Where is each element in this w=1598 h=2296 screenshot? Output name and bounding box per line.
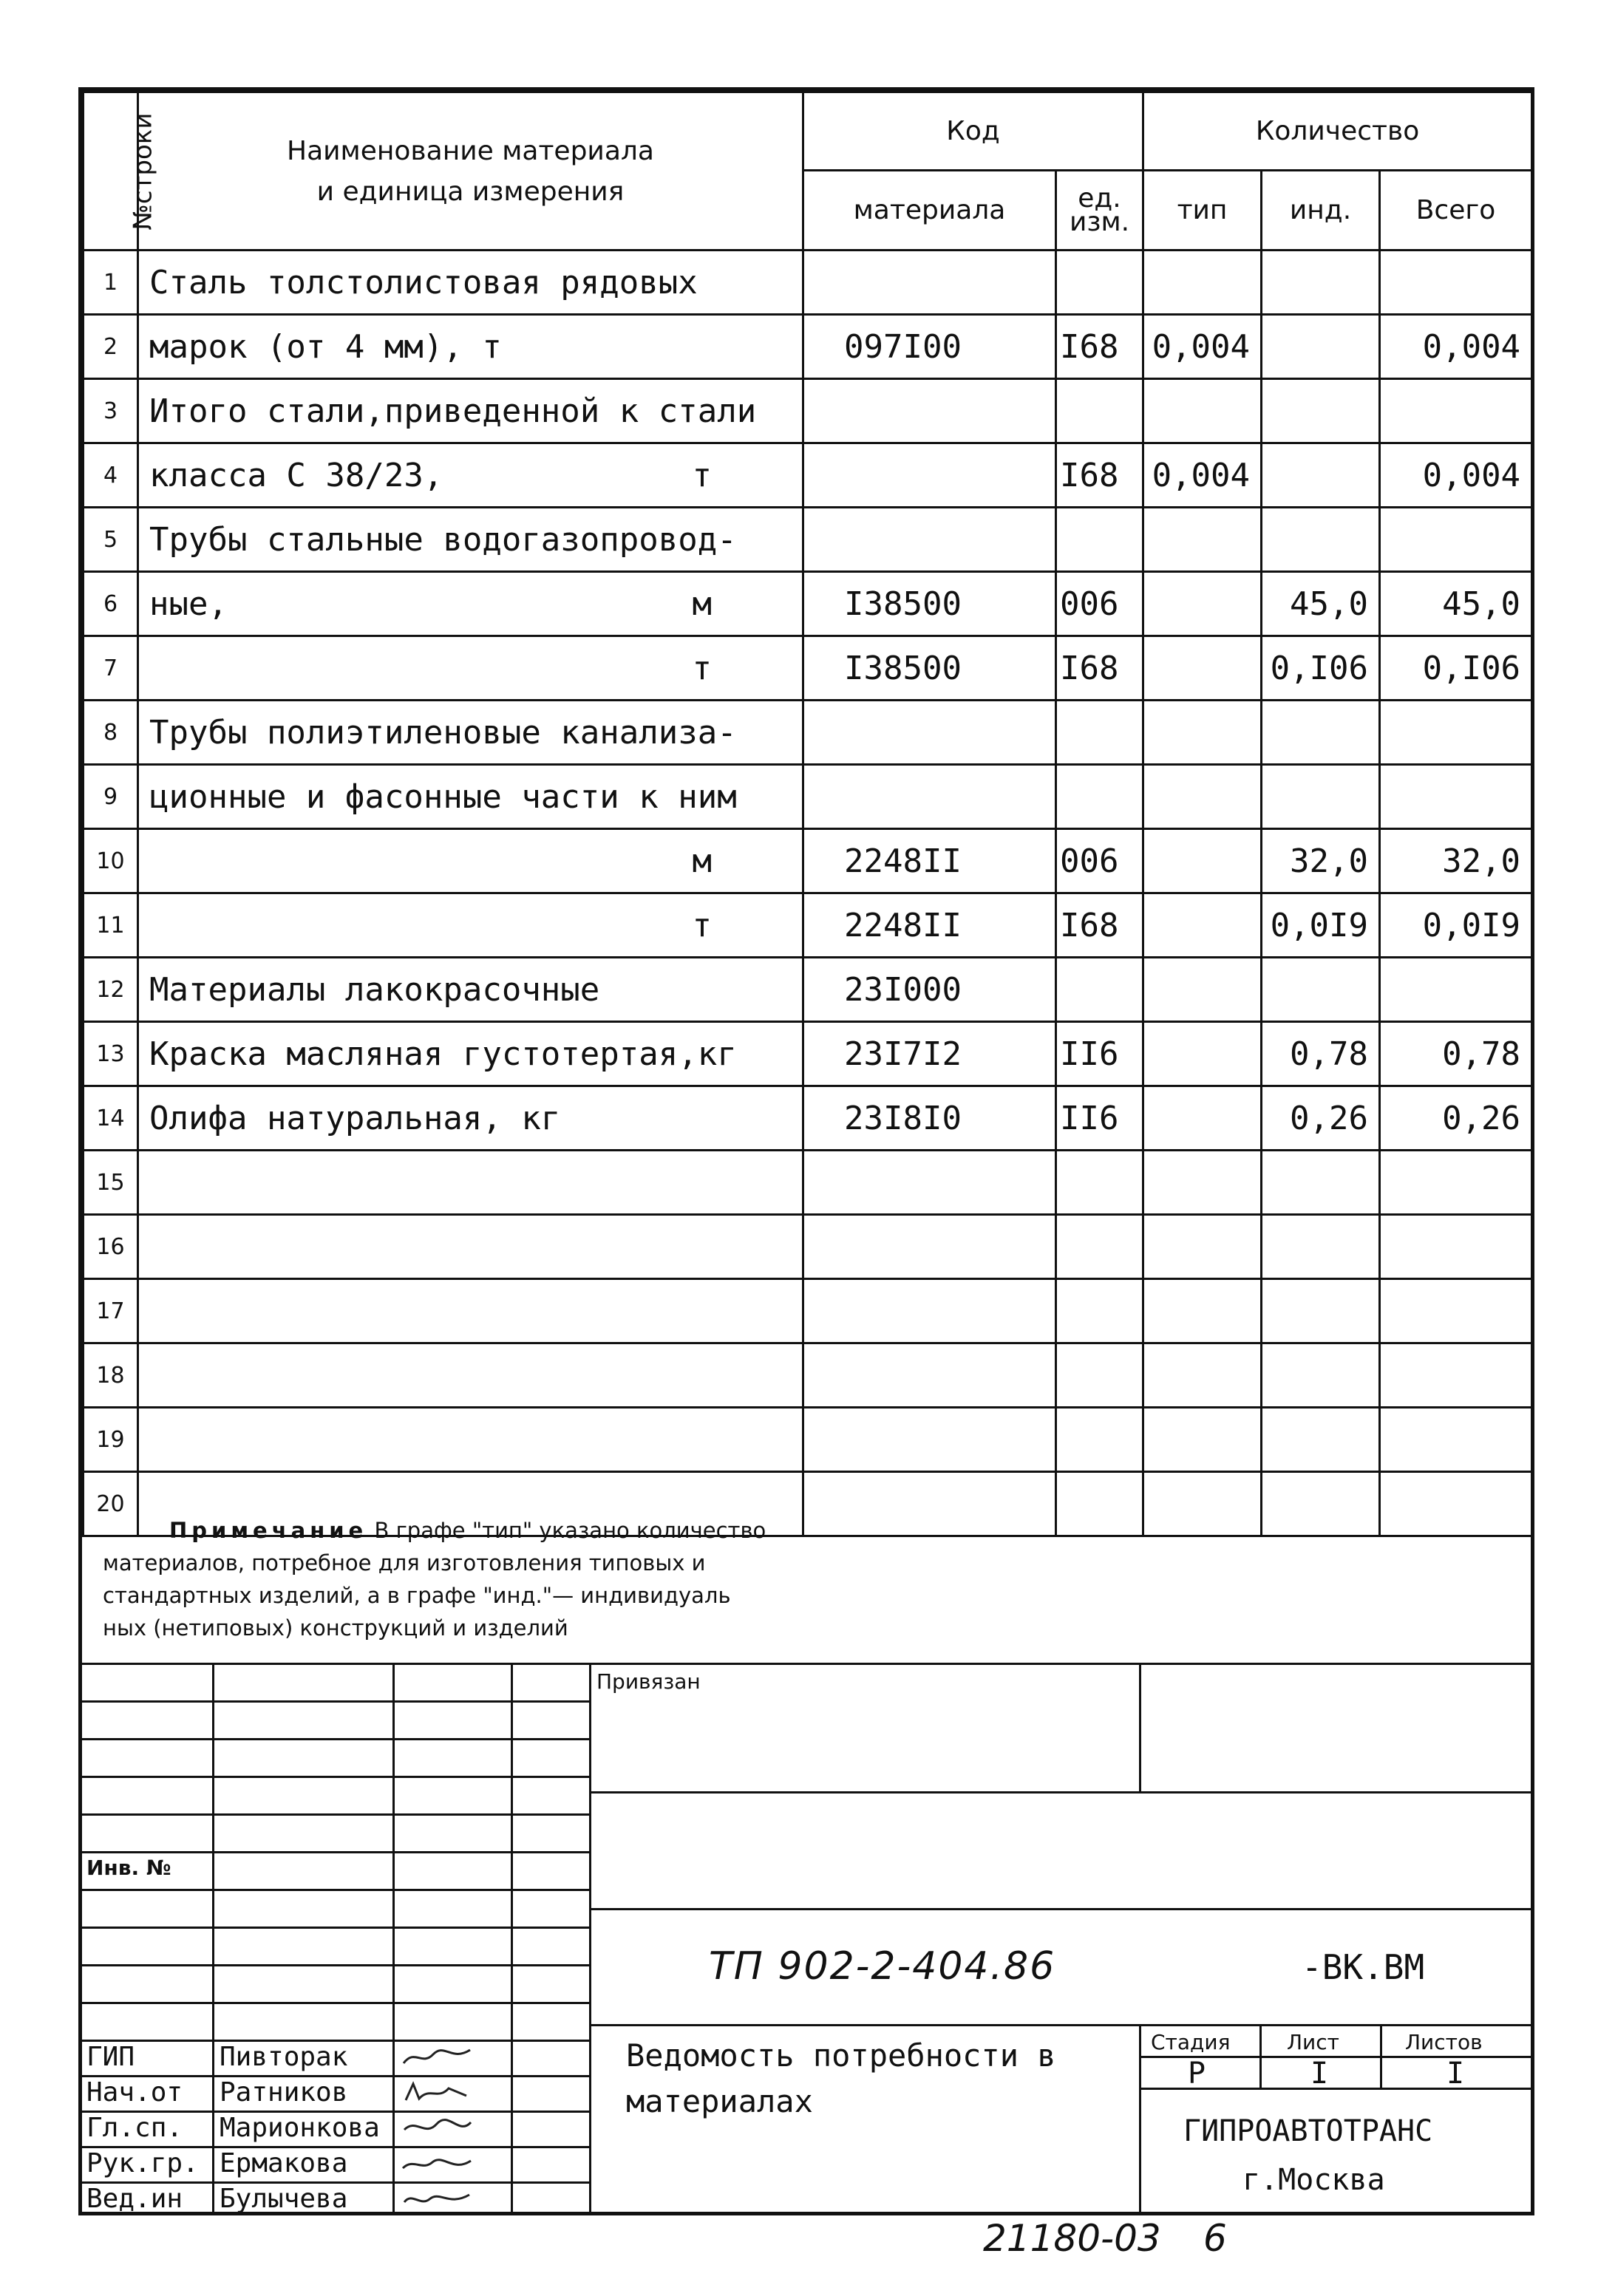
qty-type (1143, 1472, 1262, 1536)
grid-line (82, 1964, 589, 1966)
material-name-text: Материалы лакокрасочные (149, 970, 600, 1009)
qty-ind: 0,I06 (1262, 636, 1380, 701)
unit-label: т (692, 456, 712, 494)
unit-code (1056, 379, 1143, 443)
note-line-4: ных (нетиповых) конструкций и изделий (103, 1615, 568, 1641)
qty-total (1380, 251, 1532, 315)
row-number: 2 (84, 315, 138, 379)
qty-type (1143, 1215, 1262, 1279)
material-name-text: Сталь толстолистовая рядовых (149, 263, 698, 302)
row-number: 18 (84, 1343, 138, 1408)
document-title-line1: Ведомость потребности в (626, 2037, 1056, 2074)
material-code: 23I000 (803, 958, 1056, 1022)
stamp-divider (589, 1663, 591, 2215)
material-code (803, 1151, 1056, 1215)
material-name-text: класса С 38/23, (149, 456, 443, 494)
table-row (84, 701, 1532, 765)
qty-total (1380, 379, 1532, 443)
row-number: 10 (84, 829, 138, 893)
qty-ind (1262, 1279, 1380, 1343)
row-number: 5 (84, 508, 138, 572)
qty-total (1380, 701, 1532, 765)
grid-line (82, 1738, 589, 1740)
row-number: 4 (84, 443, 138, 508)
material-name (138, 251, 803, 315)
name-lead-engineer: Булычева (220, 2184, 348, 2214)
material-code: 2248II (803, 893, 1056, 958)
grid-line (82, 1776, 589, 1778)
stamp-divider (1380, 2024, 1382, 2088)
material-name-header-line2: и единица измерения (316, 176, 625, 207)
unit-label: м (692, 585, 712, 623)
material-name-text: Итого стали,приведенной к стали (149, 392, 757, 430)
qty-type (1143, 379, 1262, 443)
sheet-value: I (1310, 2057, 1329, 2091)
unit-label: м (692, 842, 712, 880)
row-number-header (84, 92, 158, 251)
note-line-3: стандартных изделий, а в графе "инд."— индивидуаль (103, 1583, 731, 1608)
table-row (84, 508, 1532, 572)
table-row (84, 1343, 1532, 1408)
row-number: 15 (84, 1151, 138, 1215)
name-group-lead: Ермакова (220, 2148, 348, 2179)
privyazan-label: Привязан (596, 1669, 701, 1694)
note-line-2: материалов, потребное для изготовления типовых и (103, 1550, 706, 1575)
document-title-line2: материалах (626, 2083, 813, 2119)
material-code: 23I8I0 (803, 1086, 1056, 1151)
material-code (803, 251, 1056, 315)
material-code (803, 701, 1056, 765)
material-code-header: материала (803, 171, 1056, 251)
qty-total (1380, 508, 1532, 572)
table-row (84, 379, 1532, 443)
name-head-department: Ратников (220, 2077, 348, 2108)
unit-code (1056, 251, 1143, 315)
material-name-header-line1: Наименование материала (287, 135, 654, 166)
stamp-divider (1139, 1663, 1141, 1791)
table-row (84, 1215, 1532, 1279)
material-code: I38500 (803, 572, 1056, 636)
material-name-text: Трубы полиэтиленовые канализа- (149, 713, 737, 752)
material-code: I38500 (803, 636, 1056, 701)
stamp-line (589, 1791, 1531, 1793)
qty-ind: 0,26 (1262, 1086, 1380, 1151)
stamp-line (589, 2024, 1531, 2026)
signature-chief-specialist (400, 2115, 474, 2140)
qty-ind: 0,0I9 (1262, 893, 1380, 958)
unit-code: 006 (1056, 829, 1143, 893)
row-number: 3 (84, 379, 138, 443)
qty-type (1143, 958, 1262, 1022)
document-sheet (78, 87, 1534, 2215)
note-line-1: В графе "тип" указано количество (374, 1518, 766, 1543)
archive-number: 21180-03 (983, 2217, 1161, 2260)
material-name-text: Краска масляная густотертая,кг (149, 1035, 737, 1073)
qty-total (1380, 1215, 1532, 1279)
qty-type (1143, 893, 1262, 958)
qty-ind (1262, 1215, 1380, 1279)
unit-code (1056, 508, 1143, 572)
unit-code: II6 (1056, 1022, 1143, 1086)
qty-total: 0,004 (1380, 443, 1532, 508)
material-name-text: марок (от 4 мм), т (149, 327, 502, 366)
grid-line (212, 1663, 214, 2215)
table-row (84, 443, 1532, 508)
role-chief-specialist: Гл.сп. (86, 2113, 183, 2143)
qty-total: 0,004 (1380, 315, 1532, 379)
qty-total (1380, 1151, 1532, 1215)
row-number: 13 (84, 1022, 138, 1086)
qty-type (1143, 572, 1262, 636)
sheets-label: Листов (1405, 2030, 1483, 2054)
unit-code: I68 (1056, 315, 1143, 379)
material-code (803, 508, 1056, 572)
material-name (138, 1408, 803, 1472)
row-number-header-label: №строки (128, 112, 158, 231)
material-code: 097I00 (803, 315, 1056, 379)
grid-line (82, 1927, 589, 1929)
quantity-group-header: Количество (1143, 92, 1532, 171)
qty-ind (1262, 251, 1380, 315)
qty-type (1143, 1022, 1262, 1086)
grid-line (82, 1889, 589, 1891)
row-number: 16 (84, 1215, 138, 1279)
qty-type: 0,004 (1143, 315, 1262, 379)
material-name (138, 1215, 803, 1279)
qty-total: 0,78 (1380, 1022, 1532, 1086)
qty-total: 45,0 (1380, 572, 1532, 636)
material-code: 2248II (803, 829, 1056, 893)
grid-line (82, 1851, 589, 1853)
qty-ind (1262, 701, 1380, 765)
unit-code: I68 (1056, 443, 1143, 508)
qty-total: 32,0 (1380, 829, 1532, 893)
table-row (84, 251, 1532, 315)
row-number: 1 (84, 251, 138, 315)
grid-line (82, 2002, 589, 2004)
table-row (84, 893, 1532, 958)
table-row (84, 1279, 1532, 1343)
sheet-label: Лист (1287, 2030, 1339, 2054)
material-code (803, 1279, 1056, 1343)
qty-type (1143, 636, 1262, 701)
inventory-number-label: Инв. № (86, 1856, 171, 1880)
unit-code: 006 (1056, 572, 1143, 636)
qty-type (1143, 765, 1262, 829)
qty-type (1143, 829, 1262, 893)
grid-line (511, 1663, 513, 2215)
qty-ind (1262, 508, 1380, 572)
qty-ind (1262, 379, 1380, 443)
material-name (138, 572, 803, 636)
qty-type (1143, 251, 1262, 315)
material-name (138, 1343, 803, 1408)
unit-code (1056, 1279, 1143, 1343)
qty-type (1143, 1408, 1262, 1472)
organization-city: г.Москва (1242, 2163, 1385, 2197)
row-number: 19 (84, 1408, 138, 1472)
sheets-value: I (1446, 2057, 1465, 2091)
material-code: 23I7I2 (803, 1022, 1056, 1086)
qty-ind (1262, 765, 1380, 829)
signature-head-department (400, 2079, 474, 2105)
table-row (84, 1086, 1532, 1151)
signature-group-lead (400, 2150, 474, 2176)
material-name (138, 829, 803, 893)
qty-total (1380, 1408, 1532, 1472)
material-code (803, 1215, 1056, 1279)
qty-type-header: тип (1143, 171, 1262, 251)
qty-ind: 32,0 (1262, 829, 1380, 893)
unit-code: I68 (1056, 636, 1143, 701)
name-chief-specialist: Марионкова (220, 2113, 380, 2143)
material-name (138, 379, 803, 443)
note-title: Примечание (169, 1518, 368, 1543)
material-name (138, 1279, 803, 1343)
material-code (803, 379, 1056, 443)
qty-total (1380, 1279, 1532, 1343)
stamp-divider (1259, 2024, 1262, 2088)
material-code (803, 765, 1056, 829)
qty-type: 0,004 (1143, 443, 1262, 508)
qty-type (1143, 1151, 1262, 1215)
unit-code (1056, 1215, 1143, 1279)
material-name-header (138, 92, 803, 251)
qty-total (1380, 1343, 1532, 1408)
unit-code (1056, 765, 1143, 829)
qty-total (1380, 765, 1532, 829)
qty-type (1143, 508, 1262, 572)
row-number: 7 (84, 636, 138, 701)
note-block (103, 1514, 1034, 1644)
material-name-text: ные, (149, 585, 228, 623)
qty-type (1143, 1279, 1262, 1343)
qty-ind (1262, 443, 1380, 508)
material-name (138, 636, 803, 701)
page-number: 6 (1203, 2217, 1227, 2260)
document-code: ТП 902-2-404.86 (709, 1944, 1056, 1989)
unit-code (1056, 701, 1143, 765)
table-row (84, 1408, 1532, 1472)
unit-code (1056, 958, 1143, 1022)
unit-code: I68 (1056, 893, 1143, 958)
unit-code: II6 (1056, 1086, 1143, 1151)
qty-total: 0,26 (1380, 1086, 1532, 1151)
qty-ind (1262, 958, 1380, 1022)
qty-total-header: Всего (1380, 171, 1532, 251)
material-name (138, 958, 803, 1022)
stamp-line (589, 1908, 1531, 1910)
table-row (84, 1151, 1532, 1215)
table-row (84, 315, 1532, 379)
stage-value: Р (1188, 2057, 1206, 2091)
material-name-text: Олифа натуральная, кг (149, 1099, 561, 1137)
material-code (803, 1343, 1056, 1408)
table-row (84, 765, 1532, 829)
document-suffix: -ВК.ВМ (1302, 1947, 1425, 1987)
table-row (84, 1022, 1532, 1086)
row-number: 14 (84, 1086, 138, 1151)
row-number: 12 (84, 958, 138, 1022)
unit-code (1056, 1151, 1143, 1215)
material-name (138, 1151, 803, 1215)
qty-type (1143, 1343, 1262, 1408)
unit-label: т (692, 906, 712, 944)
unit-code-header: ед. изм. (1056, 171, 1143, 251)
role-gip: ГИП (86, 2042, 135, 2072)
qty-ind (1262, 315, 1380, 379)
qty-type (1143, 701, 1262, 765)
unit-label: т (692, 649, 712, 687)
row-number: 11 (84, 893, 138, 958)
stamp-divider (1139, 2024, 1141, 2215)
unit-code (1056, 1343, 1143, 1408)
qty-total: 0,I06 (1380, 636, 1532, 701)
code-group-header: Код (803, 92, 1143, 171)
material-name-text: ционные и фасонные части к ним (149, 777, 737, 816)
row-number: 9 (84, 765, 138, 829)
role-lead-engineer: Вед.ин (86, 2184, 183, 2214)
table-row (84, 958, 1532, 1022)
materials-table (82, 91, 1533, 1537)
qty-ind (1262, 1472, 1380, 1536)
qty-ind: 45,0 (1262, 572, 1380, 636)
row-number: 8 (84, 701, 138, 765)
unit-code (1056, 1472, 1143, 1536)
material-name (138, 701, 803, 765)
qty-ind (1262, 1151, 1380, 1215)
qty-total (1380, 1472, 1532, 1536)
material-name (138, 765, 803, 829)
grid-line (82, 1700, 589, 1703)
qty-ind (1262, 1408, 1380, 1472)
organization-name: ГИПРОАВТОТРАНС (1183, 2114, 1433, 2148)
qty-total (1380, 958, 1532, 1022)
table-row (84, 636, 1532, 701)
material-name (138, 1086, 803, 1151)
material-name (138, 508, 803, 572)
material-name-text: Трубы стальные водогазопровод- (149, 520, 737, 559)
role-head-department: Нач.от (86, 2077, 183, 2108)
role-group-lead: Рук.гр. (86, 2148, 199, 2179)
qty-ind-header: инд. (1262, 171, 1380, 251)
signature-gip (400, 2044, 474, 2069)
stamp-top-line (82, 1663, 1531, 1665)
name-gip: Пивторак (220, 2042, 348, 2072)
material-name (138, 443, 803, 508)
qty-ind: 0,78 (1262, 1022, 1380, 1086)
qty-ind (1262, 1343, 1380, 1408)
table-row (84, 572, 1532, 636)
row-number: 17 (84, 1279, 138, 1343)
grid-line (392, 1663, 395, 2215)
material-code (803, 1408, 1056, 1472)
table-row (84, 829, 1532, 893)
grid-line (82, 1813, 589, 1816)
unit-code (1056, 1408, 1143, 1472)
material-name (138, 1022, 803, 1086)
row-number: 6 (84, 572, 138, 636)
material-name (138, 315, 803, 379)
material-code (803, 443, 1056, 508)
material-name (138, 893, 803, 958)
signature-lead-engineer (400, 2186, 474, 2211)
qty-total: 0,0I9 (1380, 893, 1532, 958)
stage-label: Стадия (1151, 2030, 1231, 2054)
qty-type (1143, 1086, 1262, 1151)
row-number: 20 (84, 1472, 138, 1536)
